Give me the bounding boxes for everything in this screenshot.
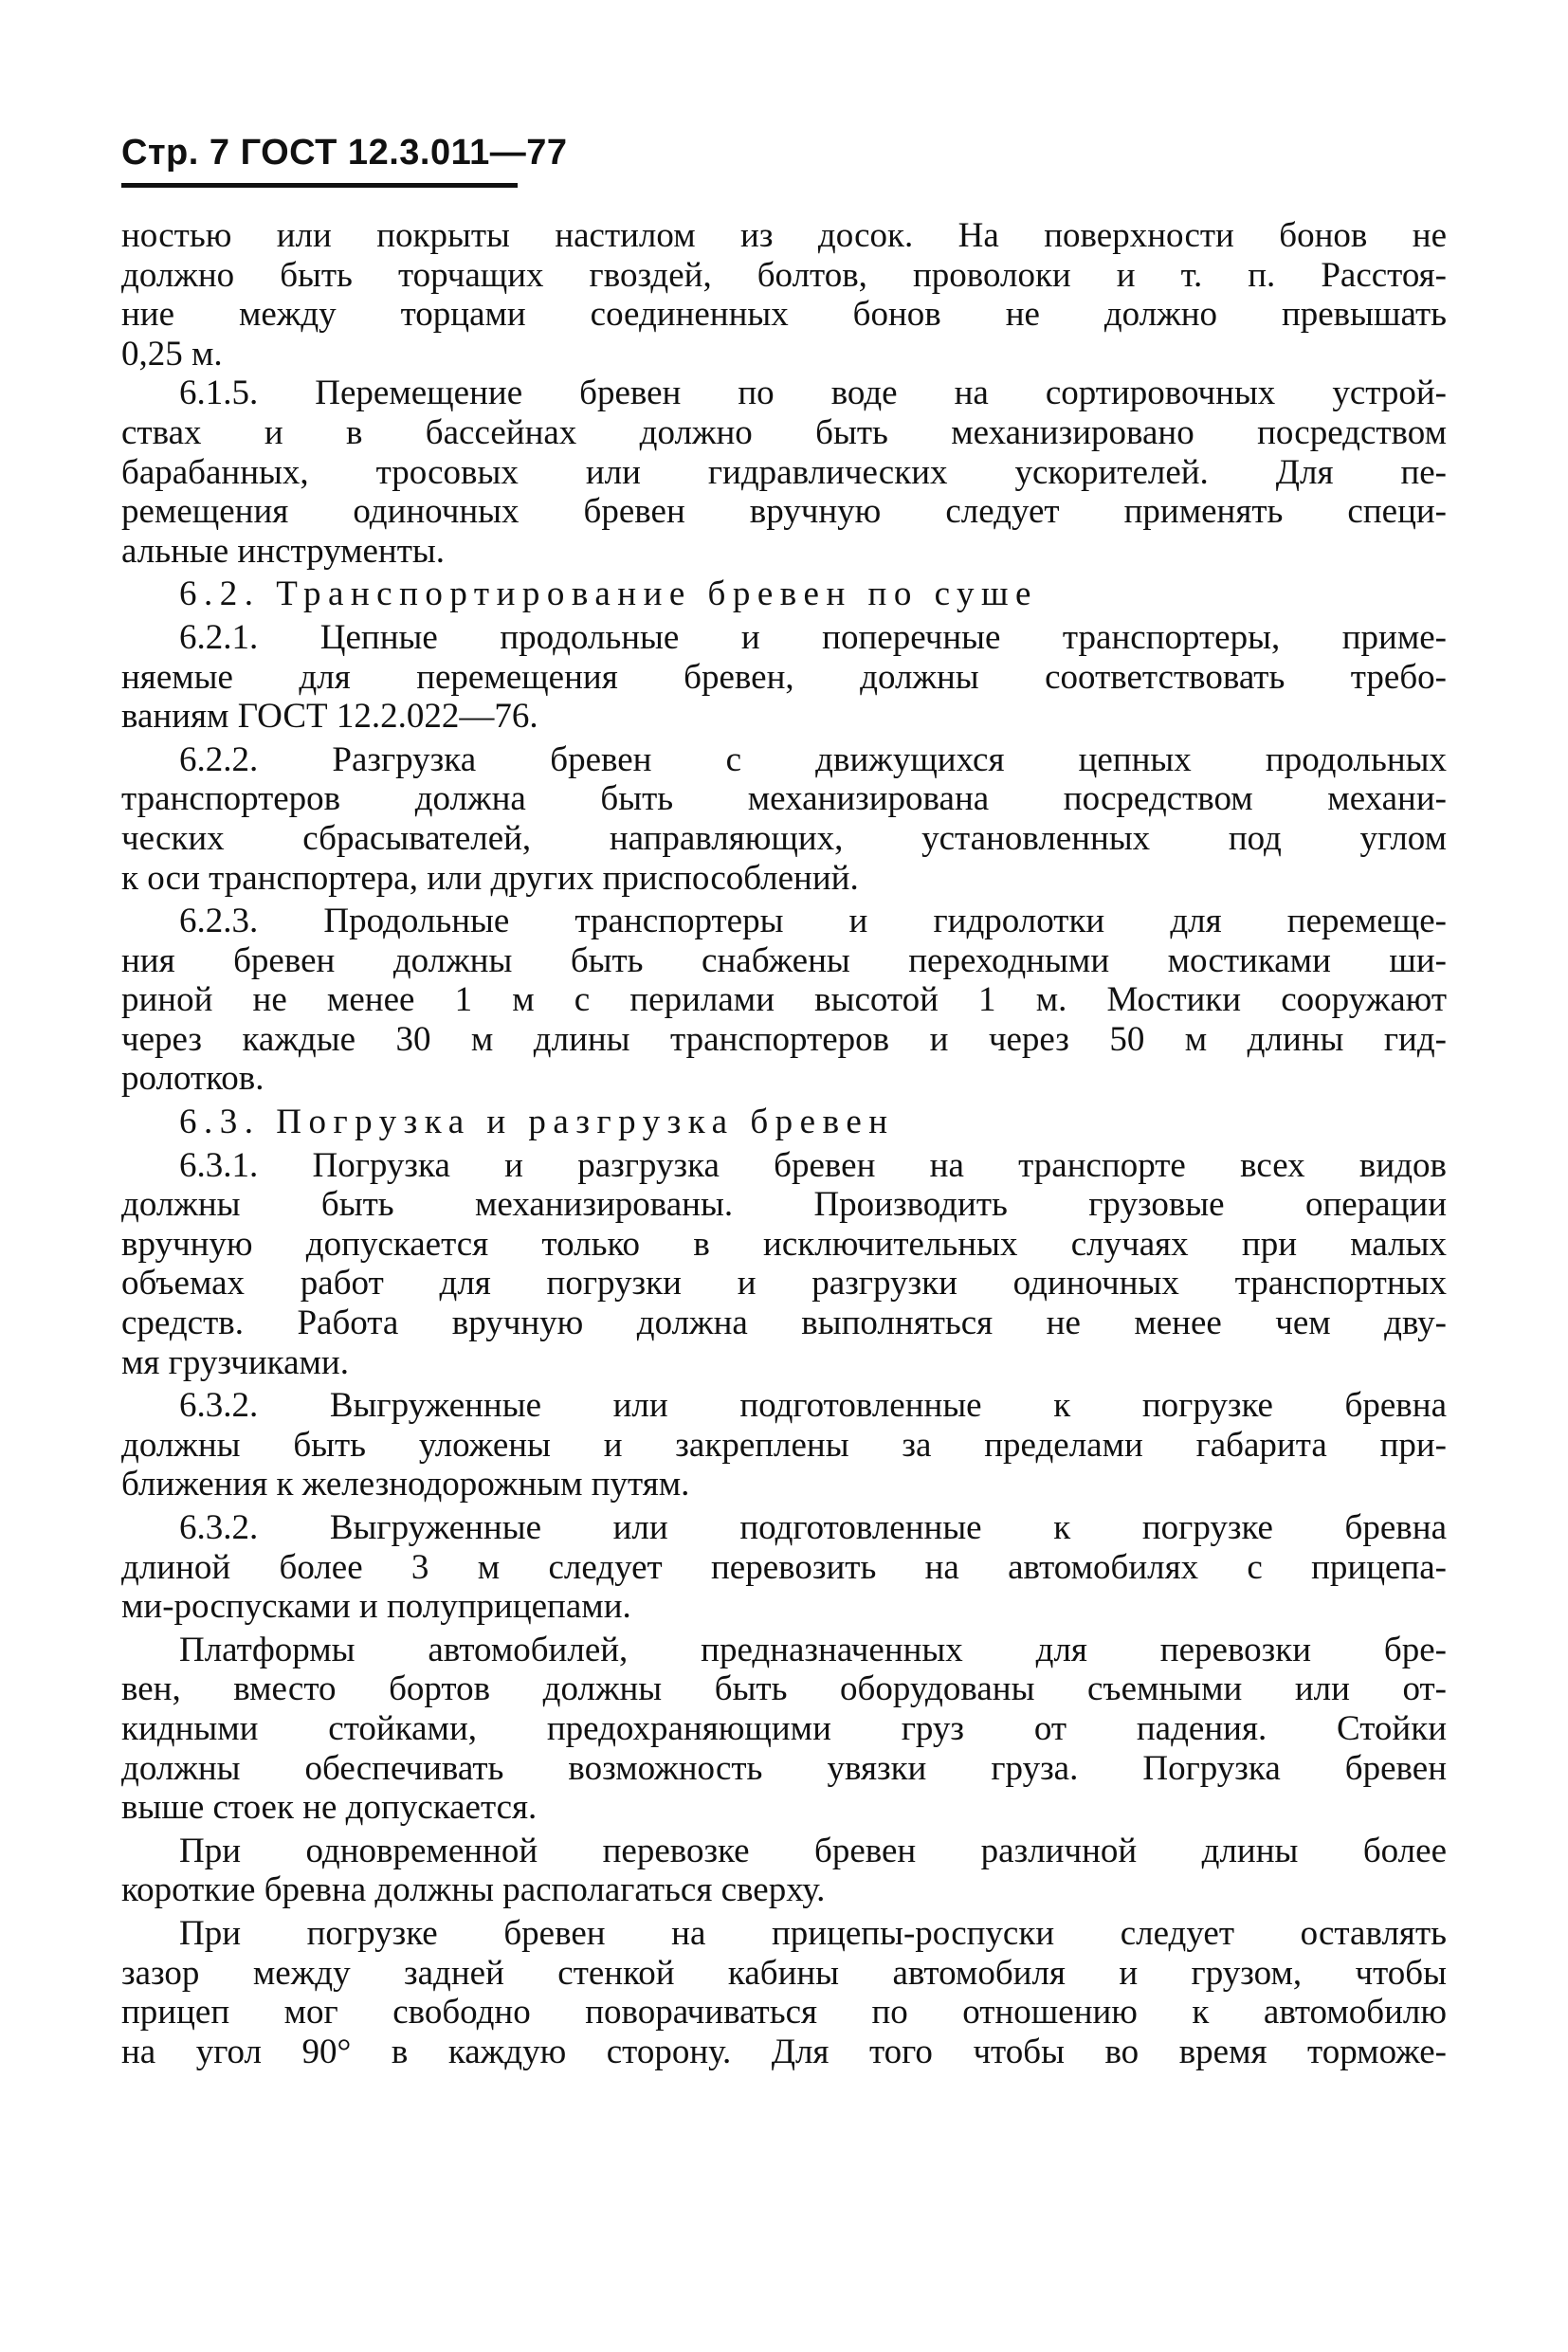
text-line: кидными стойками, предохраняющими груз от падения. Стойки [121,1708,1447,1748]
text-line: 6.3.1. Погрузка и разгрузка бревен на транспорте всех видов [179,1145,1447,1185]
text-line: вручную допускается только в исключительных случаях при малых [121,1224,1447,1264]
text-line: альные инструменты. [121,531,446,571]
document-body [121,216,1447,2071]
text-line: 6.1.5. Перемещение бревен по воде на сортировочных устрой- [179,374,1447,413]
text-line: ваниям ГОСТ 12.2.022—76. [121,697,538,737]
text-line: средств. Работа вручную должна выполняться не менее чем дву- [121,1304,1447,1343]
text-line: ми-роспусками и полуприцепами. [121,1587,631,1627]
text-line: 6.3.2. Выгруженные или подготовленные к погрузке бревна [179,1386,1447,1426]
text-line: через каждые 30 м длины транспортеров и через 50 м длины гид- [121,1019,1447,1059]
text-line: должны быть механизированы. Производить грузовые операции [121,1185,1447,1225]
text-line: 6.2.2. Разгрузка бревен с движущихся цепных продольных [179,739,1447,779]
text-line: к оси транспортера, или других приспособлений. [121,858,859,898]
text-line: 6.2.3. Продольные транспортеры и гидролотки для перемеще- [179,902,1447,941]
page-header: Стр. 7 ГОСТ 12.3.011—77 [121,133,568,173]
text-line: ролотков. [121,1059,264,1099]
text-line: транспортеров должна быть механизирована посредством механи- [121,779,1447,819]
text-line: При одновременной перевозке бревен различной длины более [179,1831,1447,1870]
header-rule [121,183,518,188]
text-line: няемые для перемещения бревен, должны соответствовать требо- [121,657,1447,697]
text-line: ствах и в бассейнах должно быть механизировано посредством [121,412,1447,452]
text-line: риной не менее 1 м с перилами высотой 1 м. Мостики сооружают [121,980,1447,1020]
text-line: ние между торцами соединенных бонов не должно превышать [121,295,1447,335]
text-line: барабанных, тросовых или гидравлических ускорителей. Для пе- [121,452,1447,492]
text-line: 6.3.2. Выгруженные или подготовленные к погрузке бревна [179,1508,1447,1547]
text-line: вен, вместо бортов должны быть оборудованы съемными или от- [121,1669,1447,1709]
text-line: на угол 90° в каждую сторону. Для того чтобы во время торможе- [121,2032,1447,2071]
text-line: должны быть уложены и закреплены за пределами габарита при- [121,1425,1447,1465]
text-line: ремещения одиночных бревен вручную следует применять специ- [121,492,1447,532]
text-line: ния бревен должны быть снабжены переходными мостиками ши- [121,940,1447,980]
text-line: ностью или покрыты настилом из досок. На поверхности бонов не [121,216,1447,255]
section-heading-line: 6.3. Погрузка и разгрузка бревен [179,1103,895,1142]
text-line: должно быть торчащих гвоздей, болтов, проволоки и т. п. Расстоя- [121,255,1447,295]
text-line: Платформы автомобилей, предназначенных для перевозки бре- [179,1630,1447,1669]
text-line: 0,25 м. [121,334,223,374]
text-line: длиной более 3 м следует перевозить на автомобилях с прицепа- [121,1547,1447,1587]
section-heading-line: 6.2. Транспортирование бревен по суше [179,574,1038,614]
text-line: зазор между задней стенкой кабины автомобиля и грузом, чтобы [121,1953,1447,1993]
text-line: При погрузке бревен на прицепы-роспуски следует оставлять [179,1913,1447,1953]
text-line: 6.2.1. Цепные продольные и поперечные транспортеры, приме- [179,617,1447,657]
text-line: ческих сбрасывателей, направляющих, установленных под углом [121,818,1447,858]
text-line: объемах работ для погрузки и разгрузки одиночных транспортных [121,1264,1447,1304]
text-line: прицеп мог свободно поворачиваться по отношению к автомобилю [121,1993,1447,2033]
text-line: должны обеспечивать возможность увязки груза. Погрузка бревен [121,1748,1447,1788]
text-line: выше стоек не допускается. [121,1788,538,1828]
text-line: мя грузчиками. [121,1342,349,1382]
text-line: ближения к железнодорожным путям. [121,1465,690,1504]
text-line: короткие бревна должны располагаться сверху. [121,1870,826,1910]
